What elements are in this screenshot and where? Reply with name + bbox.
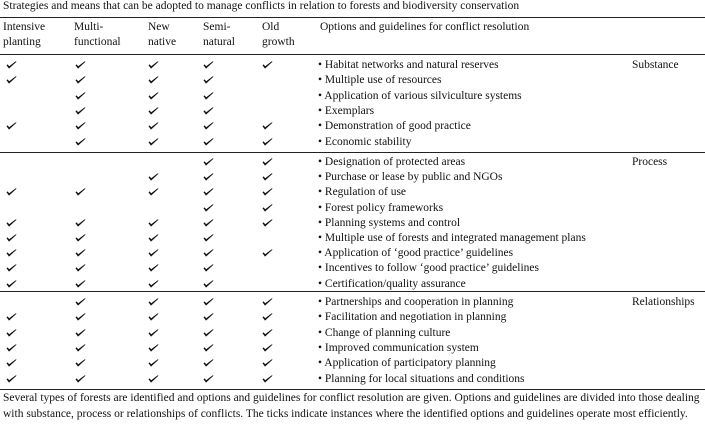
check-tick-icon: [203, 264, 214, 272]
check-tick-icon: [262, 122, 273, 130]
header-line: native: [148, 36, 177, 48]
check-tick-icon: [6, 122, 17, 130]
check-tick-icon: [262, 158, 273, 166]
check-tick-icon: [203, 249, 214, 257]
check-tick-icon: [203, 188, 214, 196]
rule-section-1: [0, 152, 705, 153]
header-line: planting: [3, 36, 41, 48]
table-footnote: Several types of forests are identified and options and guidelines for conflict resolution are given. Options and guidelines are divided into those dealing with substance, process or relationships of conflicts. The ticks indicate instances where the identified options and guidelines operate most efficiently.: [3, 392, 700, 420]
check-tick-icon: [148, 234, 159, 242]
check-tick-icon: [75, 280, 86, 288]
header-line: Old: [262, 21, 280, 33]
check-tick-icon: [203, 61, 214, 69]
column-header-intensive-planting: [3, 20, 45, 50]
table-caption: Strategies and means that can be adopted to manage conflicts in relation to forests and biodiversity conservation: [3, 0, 520, 12]
option-text: • Designation of protected areas: [318, 156, 466, 168]
check-tick-icon: [75, 264, 86, 272]
check-tick-icon: [262, 249, 273, 257]
check-tick-icon: [148, 329, 159, 337]
option-text: • Regulation of use: [318, 186, 407, 199]
check-tick-icon: [203, 359, 214, 367]
check-tick-icon: [262, 219, 273, 227]
option-text: • Partnerships and cooperation in planning: [318, 296, 514, 308]
check-tick-icon: [203, 313, 214, 321]
check-tick-icon: [148, 107, 159, 115]
check-tick-icon: [262, 313, 273, 321]
column-header-semi-natural: [203, 20, 235, 50]
check-tick-icon: [203, 344, 214, 352]
check-tick-icon: [148, 188, 159, 196]
option-text: • Application of various silviculture systems: [318, 89, 522, 102]
check-tick-icon: [148, 313, 159, 321]
option-text: • Change of planning culture: [318, 326, 451, 339]
option-text: • Purchase or lease by public and NGOs: [318, 171, 503, 184]
option-text: • Planning systems and control: [318, 216, 461, 229]
check-tick-icon: [75, 138, 86, 146]
column-header-options: Options and guidelines for conflict resolution: [320, 21, 530, 33]
check-tick-icon: [6, 313, 17, 321]
header-line: functional: [74, 36, 121, 48]
check-tick-icon: [203, 204, 214, 212]
option-text: • Economic stability: [318, 135, 412, 148]
option-text: • Improved communication system: [318, 341, 479, 354]
check-tick-icon: [203, 234, 214, 242]
header-line: Semi-: [203, 21, 231, 33]
check-tick-icon: [75, 329, 86, 337]
column-header-old-growth: [262, 20, 295, 50]
section-category-label: Substance: [632, 59, 679, 71]
check-tick-icon: [203, 138, 214, 146]
check-tick-icon: [6, 249, 17, 257]
check-tick-icon: [262, 138, 273, 146]
check-tick-icon: [6, 329, 17, 337]
rule-bottom: [0, 389, 705, 390]
check-tick-icon: [6, 76, 17, 84]
check-tick-icon: [148, 138, 159, 146]
check-tick-icon: [148, 280, 159, 288]
rule-top: [0, 17, 705, 18]
header-line: Intensive: [3, 21, 46, 33]
option-text: • Exemplars: [318, 104, 375, 117]
check-tick-icon: [75, 76, 86, 84]
option-text: • Application of participatory planning: [318, 357, 496, 370]
check-tick-icon: [6, 264, 17, 272]
check-tick-icon: [262, 204, 273, 212]
check-tick-icon: [148, 375, 159, 383]
check-tick-icon: [75, 359, 86, 367]
header-line: New: [148, 21, 170, 33]
header-line: growth: [262, 36, 295, 48]
option-text: • Incentives to follow ‘good practice’ guidelines: [318, 262, 539, 275]
check-tick-icon: [75, 313, 86, 321]
check-tick-icon: [262, 173, 273, 181]
option-text: • Forest policy frameworks: [318, 201, 444, 214]
check-tick-icon: [148, 61, 159, 69]
option-text: • Multiple use of resources: [318, 74, 442, 87]
check-tick-icon: [6, 219, 17, 227]
check-tick-icon: [203, 76, 214, 84]
check-tick-icon: [148, 249, 159, 257]
check-tick-icon: [148, 173, 159, 181]
check-tick-icon: [148, 92, 159, 100]
check-tick-icon: [203, 107, 214, 115]
option-text: • Certification/quality assurance: [318, 277, 466, 290]
check-tick-icon: [203, 298, 214, 306]
check-tick-icon: [262, 329, 273, 337]
check-tick-icon: [75, 107, 86, 115]
column-header-new-native: [148, 20, 176, 50]
check-tick-icon: [75, 234, 86, 242]
check-tick-icon: [203, 375, 214, 383]
check-tick-icon: [262, 359, 273, 367]
check-tick-icon: [75, 298, 86, 306]
check-tick-icon: [75, 375, 86, 383]
check-tick-icon: [148, 344, 159, 352]
check-tick-icon: [203, 92, 214, 100]
rule-header: [0, 54, 705, 55]
option-text: • Multiple use of forests and integrated management plans: [318, 232, 586, 244]
check-tick-icon: [148, 359, 159, 367]
check-tick-icon: [75, 249, 86, 257]
check-tick-icon: [262, 61, 273, 69]
check-tick-icon: [6, 61, 17, 69]
check-tick-icon: [148, 219, 159, 227]
check-tick-icon: [75, 92, 86, 100]
check-tick-icon: [6, 280, 17, 288]
check-tick-icon: [148, 122, 159, 130]
check-tick-icon: [203, 219, 214, 227]
check-tick-icon: [6, 359, 17, 367]
check-tick-icon: [203, 158, 214, 166]
column-header-multifunctional: [74, 20, 121, 50]
option-text: • Demonstration of good practice: [318, 120, 471, 133]
check-tick-icon: [203, 329, 214, 337]
check-tick-icon: [6, 375, 17, 383]
check-tick-icon: [6, 234, 17, 242]
header-line: Multi-: [74, 21, 104, 33]
check-tick-icon: [75, 219, 86, 227]
check-tick-icon: [6, 188, 17, 196]
check-tick-icon: [75, 61, 86, 69]
check-tick-icon: [203, 173, 214, 181]
option-text: • Application of ‘good practice’ guidelines: [318, 247, 514, 260]
section-category-label: Relationships: [632, 296, 695, 308]
check-tick-icon: [148, 298, 159, 306]
option-text: • Planning for local situations and conditions: [318, 372, 525, 385]
check-tick-icon: [262, 188, 273, 196]
header-line: natural: [203, 36, 235, 48]
section-category-label: Process: [632, 156, 668, 168]
check-tick-icon: [203, 122, 214, 130]
check-tick-icon: [262, 375, 273, 383]
check-tick-icon: [75, 122, 86, 130]
check-tick-icon: [203, 280, 214, 288]
check-tick-icon: [148, 264, 159, 272]
check-tick-icon: [262, 344, 273, 352]
check-tick-icon: [6, 344, 17, 352]
check-tick-icon: [75, 344, 86, 352]
check-tick-icon: [75, 188, 86, 196]
option-text: • Habitat networks and natural reserves: [318, 59, 499, 71]
option-text: • Facilitation and negotiation in planning: [318, 311, 507, 324]
check-tick-icon: [148, 76, 159, 84]
check-tick-icon: [262, 298, 273, 306]
